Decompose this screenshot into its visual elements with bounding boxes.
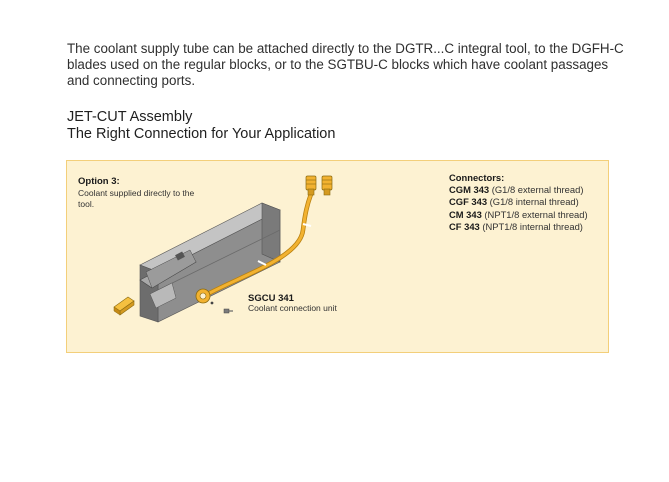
option-description: Coolant supplied directly to the tool. [78, 188, 195, 209]
connector-desc: (G1/8 internal thread) [487, 196, 579, 208]
connector-code: CM 343 [449, 208, 482, 220]
intro-paragraph: The coolant supply tube can be attached directly to the DGTR...C integral tool, to the DGFH-C blades used on the regular blocks, or to the SGTBU-C blocks which have coolant passages and connecting ports. [67, 41, 624, 88]
connector-desc: (NPT1/8 external thread) [481, 208, 588, 220]
connector-code: CGM 343 [449, 184, 490, 196]
connector-code: CF 343 [449, 220, 480, 232]
heading-line-1: JET-CUT Assembly [67, 109, 193, 125]
connectors-list [449, 172, 588, 233]
insert-piece [114, 297, 134, 315]
connector-fittings [306, 176, 332, 195]
option-title: Option 3: [78, 176, 120, 187]
heading-line-2: The Right Connection for Your Application [67, 126, 336, 142]
connector-item [449, 221, 588, 233]
unit-code-label: SGCU 341 [248, 293, 294, 304]
connector-item [449, 209, 588, 221]
connector-item [449, 184, 588, 196]
connector-desc: (G1/8 external thread) [489, 184, 584, 196]
connector-item [449, 196, 588, 208]
unit-description-label: Coolant connection unit [248, 303, 337, 313]
connectors-title: Connectors: [449, 172, 505, 183]
connector-code: CGF 343 [449, 196, 488, 208]
screw-part [224, 309, 233, 313]
connector-desc: (NPT1/8 internal thread) [479, 220, 583, 232]
